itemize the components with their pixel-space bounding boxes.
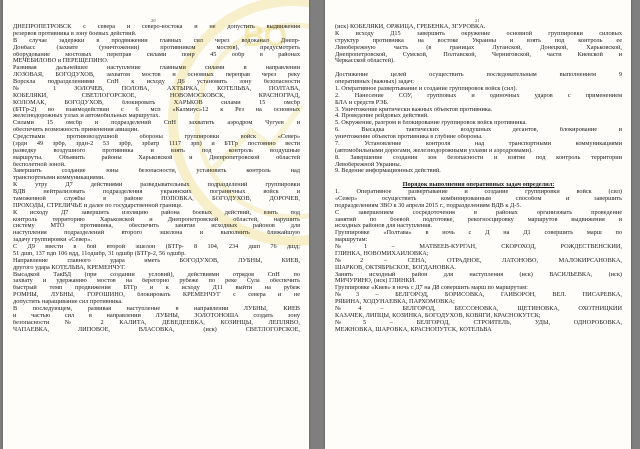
text-line: «Север» осуществить комбинированным способом и завершить — [335, 195, 622, 202]
text-line: К исходу Д15 завершить окружение основной группировки силовых — [335, 30, 622, 37]
text-line: С завершением сосредоточения в районах организовать проведение — [335, 209, 622, 216]
text-line: Силами 15 омсбр и подразделений СпН захватить аэродром Чугуев и — [13, 120, 300, 127]
text-line: Черкасской областей). — [335, 58, 395, 65]
text-line: В последующем, развивая наступление в направлении ЛУБНЫ, КИЕВ — [13, 305, 300, 312]
text-line: С Д9 ввести в бой второй эшелон (БТГр- 8 104, 234 дшп 76 дшд; — [13, 244, 300, 250]
text-line: и частью сил в направлении ЛУБНЫ, ЗОЛОТОНОША создать зону — [13, 312, 300, 319]
text-line: маршрутам: — [335, 237, 368, 244]
text-line: наступления подразделений второго эшелона и выполнить ближайшую — [13, 230, 300, 237]
text-line: бесполетной зоной. — [13, 161, 66, 168]
text-line: систему МТО противника, обеспечить занятие исходных районов для — [13, 223, 300, 230]
text-line: транспортными коммуникациями. — [13, 175, 105, 182]
text-line: Направление главного удара иметь БОГОДУХОВ, ЛУБНЫ, КИЕВ, — [13, 257, 300, 264]
text-line: ЛОЗОВАЯ, БОГОДУХОВ, захватом мостов и основных переправ через реку — [13, 72, 300, 79]
text-line: К утру Д7 действиями разведывательных подразделений группировки — [13, 182, 300, 189]
text-line: занятий по боевой подготовке, рекогносцировку маршрутов выдвижения и — [335, 216, 622, 223]
text-line — [335, 65, 622, 72]
text-line: 6. Высадка тактических воздушных десантов, блокирование и — [335, 127, 622, 134]
text-line: №4 – БЕЛГОРОД, БЕССОНОВКА, ЩЕТИНОВКА, ОХОТНИЦКИЙ — [335, 305, 622, 312]
text-line: РЯБИНА, ХОДУНАЕВКА, ПАРХОМОВКА; — [335, 299, 455, 305]
watermark-letters: ВО — [243, 20, 288, 53]
text-line: (иск) КОБЕЛЯКИ, ОРЖИЦА, ГРЕБЕНКА, ЗГУРОВКА. — [335, 24, 486, 30]
text-line: 2. Нанесение СОУ, групповых и одиночных ударов с применением — [335, 92, 622, 99]
page-number: 21 — [475, 18, 480, 23]
text-line: МИЧУРИНО, (иск) ГЛИНКИ. — [335, 278, 416, 285]
text-line: Средствами противовоздушной обороны группировки войск «Север» — [13, 134, 300, 140]
text-line: ДНЕПРОПЕТРОВСК с севера и северо-востока и не допустить выдвижения — [13, 24, 300, 30]
text-line: 1. Оперативное развертывание и создание группировки войск (сил) — [335, 189, 622, 195]
text-line: Достижение целей осуществить последовательным выполнением 9 — [335, 72, 622, 79]
text-line: РОМНЫ, ЛУБНЫ, ГОРОШИНО, блокировать КРЕМЕНЧУГ с севера и не — [13, 292, 300, 299]
page-number: 20 — [151, 18, 156, 23]
text-line: допустить наращивание сил противника. — [13, 299, 123, 305]
text-line: К исходу Д7 завершить изоляцию района боевых действий, взять под — [13, 209, 300, 216]
text-line: КОБЕЛЯКИ, СВЕТЛОГОРСКОЕ, НОВОМОСКОВСК, КРАСНОГРАД, — [13, 92, 300, 99]
text-line: В случае задержки в продвижении главных сил через водоканал Днепр- — [13, 37, 300, 44]
text-line: № 1 ЗОЛОЧЕВ, ПОЛОВА, АХТЫРКА, КОТЕЛЬВА, ПОЛТАВА, — [13, 85, 300, 92]
text-line: безопасности № 2 КАЛИТА, ДЕВЕДЕЕВКА, КОЗИНЦЫ, ЛЕПЛЯВО, — [13, 319, 300, 326]
text-line: исходных районов для наступления. — [335, 223, 433, 230]
text-line: 8. Завершение создания зон безопасности и взятие под контроль территории — [335, 154, 622, 161]
text-line: уничтожение объектов противника в глубине обороны. — [335, 134, 483, 140]
text-line: Высадкой ТакВД (при создании условий), действиями отрядов СпН по — [13, 271, 300, 278]
text-line: Донбасс (захвате (уничтожении) противником мостов), предусмотреть — [13, 44, 300, 51]
text-line: КАЗАЧЕК, ЛИПЦЫ, КОЗИНКА, БОГОДУХОВ, КОВЯГИ, КРАСНОКУТСК; — [335, 312, 541, 319]
text-line: Ворскла подразделениями СпН к исходу Д6 установить зону безопасности — [13, 79, 300, 85]
text-line: ГЛИНКА, НОВОМИХАЙЛОВКА; — [335, 250, 429, 257]
document-page-left — [3, 0, 309, 449]
page-text-body — [13, 24, 300, 333]
text-line: Развивая дальнейшее наступление главными силами в направлении — [13, 65, 300, 72]
text-line: 4. Проведение рейдовых действий. — [335, 113, 429, 120]
text-line: Группировке «Полтава» в ночь с Д на Д1 совершить марш по — [335, 230, 622, 237]
text-line: Завершить создание зоны безопасности, установить контроль над — [13, 168, 300, 175]
text-line: ПРОХОДЫ, СТРЕЛИЧЬЕ и далее по государственной границе. — [13, 202, 183, 209]
page-text-body — [335, 24, 622, 333]
text-line: МЕЖНОВКА, ШАРОВКА, КРАСНОПУТСК, КОТЕЛЬВА — [335, 326, 492, 333]
text-line: структур противника на востоке Украины и взять под контроль ее — [335, 37, 622, 44]
text-line: маршруты. Объявить районы Харьковской и Днепропетровской областей — [13, 154, 300, 161]
text-line: МЕЧЕБИЛОВО и ПЕРЕЩЕПИНО. — [13, 58, 109, 65]
text-line: КОЛОМАК, БОГОДУХОВ, блокировать ХАРЬКОВ силами 15 омсбр — [13, 99, 300, 106]
text-line: (БТГр-2) во взаимодействии с 6 мсп «Калмиус»12 к Рез на основных — [13, 106, 300, 113]
text-line: Занять исходный район для наступления (иск) ВАСИЛЬЕВКА, (иск) — [335, 271, 622, 278]
text-line: Группировке «Киев» в ночь с Д7 на Д8 совершить марш по маршрутам: — [335, 285, 528, 292]
text-line: Левобережной Украины. — [335, 161, 402, 168]
text-line: №3 – БЕЛГОРОД, БОРИСОВКА, ГАЙВОРОН, ВЕЛ. ПИСАРЕВКА, — [335, 292, 622, 299]
text-line: №5 – БЕЛГОРОД, СТРОИТЕЛЬ, УДЫ, ОДНОРОБОВКА, — [335, 319, 622, 326]
text-line: резервов противника в зону боевых действий. — [13, 30, 137, 37]
text-line: оборудование мостовых переправ силами понр 45 ообр в районах — [13, 51, 300, 58]
text-line: 1. Оперативное развертывание и создание группировок войск (сил). — [335, 85, 518, 92]
text-line: 51 дшп, 137 пдп 106 вдд, 11одшбр, 31 одшбр (БТГр-2, 56 одшбр. — [13, 250, 186, 257]
text-line: оперативных (важных) задач: — [335, 79, 415, 85]
text-line: подразделениям ЗВО к 30 апреля 2015 г., подразделениям ВДВ к Д-5. — [335, 202, 522, 209]
text-line: (автомобильными дорогами, железнодорожными узлами и аэродромами). — [335, 147, 533, 154]
text-line: Левобережную часть (в границах Луганской, Донецкой, Харьковской, — [335, 44, 622, 51]
text-line: Днепропетровской, Сумской, Полтавской, Черниговской, части Киевской и — [335, 51, 622, 58]
text-line: (зрдн 49 зрбр, зрдн-2 53 зрбр, зрбатр 1117 зрп) и БТГр постоянно вести — [13, 140, 300, 147]
text-line: Порядок выполнения оперативных задач определил: — [402, 182, 555, 189]
text-line: другого удара КОТЕЛЬВА, КРЕМЕНЧУГ. — [13, 264, 126, 271]
text-line: захвату и удержанию мостов на берегорно рубеже по реке Сула обеспечить — [13, 278, 300, 285]
text-line: №2 – СЕНА, ОТРАДНОЕ, ЛАТОНОВО, МАЛОКИРСАНОВКА, — [335, 257, 622, 264]
text-line: обеспечить возможность применения авиации. — [13, 127, 139, 134]
text-line: ВДВ нейтрализовать подразделения украинских пограничных войск и — [13, 189, 300, 195]
text-line: БЛА и средств РЭБ. — [335, 99, 389, 106]
text-line: 5. Окружение, разгром и блокирование группировок войск противника. — [335, 120, 527, 127]
text-line: контроль территорию Харьковской и Днепропетровской областей, нарушить — [13, 216, 300, 223]
text-line: 9. Ведение информационных действий. — [335, 168, 441, 175]
text-line: 3. Уничтожение критически важных объектов противника. — [335, 106, 493, 113]
document-page-right — [325, 0, 631, 449]
text-line — [335, 175, 622, 182]
text-line: ЧАПАЕВКА, ЛИПОВОЕ, ВЛАСОВКА, (иск) СВЕТЛОГОРСКОЕ, — [13, 326, 300, 333]
text-line: ШАРКОВ, ОКТЯБРЬСКОЕ, БОГДАНОВКА. — [335, 264, 456, 271]
text-line: быстрый темп продвижения БТГр и к исходу Д11 выйти на рубеж — [13, 285, 300, 292]
text-line: 7. Установление контроля над транспортными коммуникациями — [335, 140, 622, 147]
text-line: железнодорожных узлах и автомобильных маршрутах. — [13, 113, 160, 120]
text-line: задачу группировки «Север». — [13, 237, 92, 244]
text-line: №1 – МАТВЕЕВ-КУРГАН, СКОРОХОД, РОЖДЕСТВЕНСКИЙ, — [335, 244, 622, 250]
text-line: таможенной службы в районе ПОПОВКА, БОГОДУХОВ, ДОРОЧЕВ, — [13, 195, 300, 202]
text-line: разведку воздушного противника и взять под контроль воздушные — [13, 147, 300, 154]
